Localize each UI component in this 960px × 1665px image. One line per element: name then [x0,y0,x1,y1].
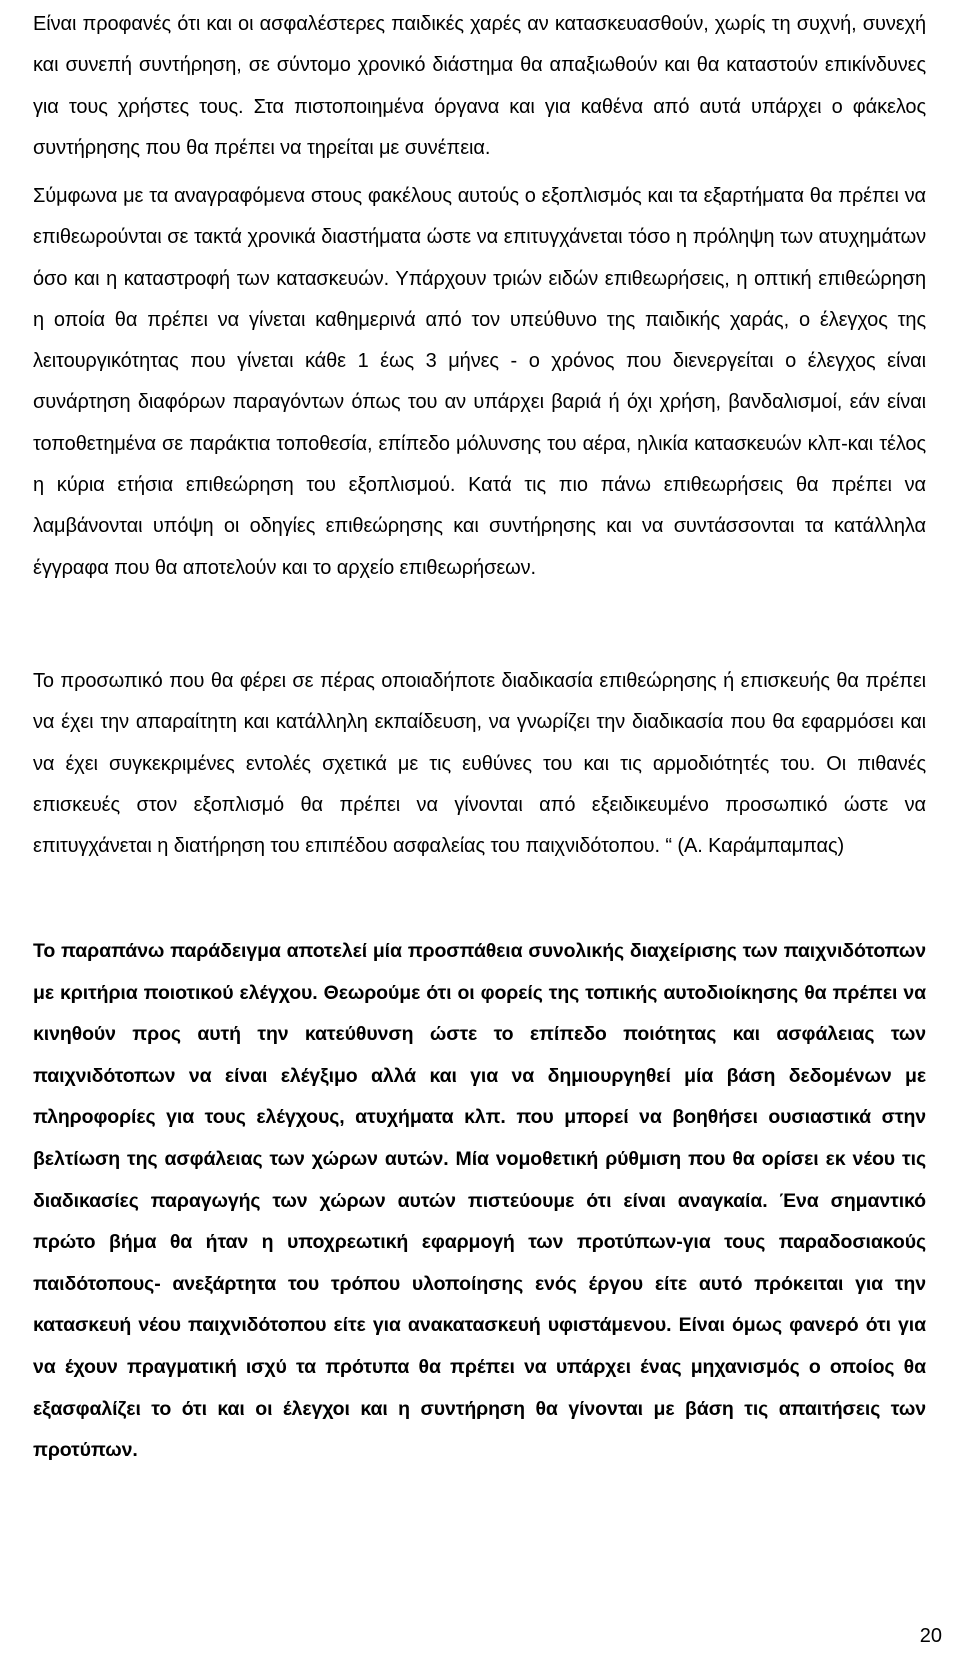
body-paragraph-conclusion-bold: Το παραπάνω παράδειγμα αποτελεί μία προσπάθεια συνολικής διαχείρισης των παιχνιδότοπων με κριτήρια ποιοτικού ελέγχου. Θεωρούμε ότι οι φορείς της τοπικής αυτοδιοίκησης θα πρέπει να κινηθούν προς αυτή την κατεύθυνση ώστε το επίπεδο ποιότητας και ασφάλειας των παιχνιδότοπων να είναι ελέγξιμο αλλά και για να δημιουργηθεί μία βάση δεδομένων με πληροφορίες για τους ελέγχους, ατυχήματα κλπ. που μπορεί να βοηθήσει ουσιαστικά στην βελτίωση της ασφάλειας των χώρων αυτών. Μία νομοθετική ρύθμιση που θα ορίσει εκ νέου τις διαδικασίες παραγωγής των χώρων αυτών πιστεύουμε ότι είναι αναγκαία. Ένα σημαντικό πρώτο βήμα θα ήταν η υποχρεωτική εφαρμογή των προτύπων-για τους παραδοσιακούς παιδότοπους- ανεξάρτητα του τρόπου υλοποίησης ενός έργου είτε αυτό πρόκειται για την κατασκευή νέου παιχνιδότοπου είτε για ανακατασκευή υφιστάμενου. Είναι όμως φανερό ότι για να έχουν πραγματική ισχύ τα πρότυπα θα πρέπει να υπάρχει ένας μηχανισμός ο οποίος θα εξασφαλίζει το ότι και οι έλεγχοι και η συντήρηση θα γίνονται με βάση τις απαιτήσεις των προτύπων. [33,940,926,1462]
body-paragraph-inspections: Σύμφωνα με τα αναγραφόμενα στους φακέλους αυτούς ο εξοπλισμός και τα εξαρτήματα θα πρέπει να επιθεωρούνται σε τακτά χρονικά διαστήματα ώστε να επιτυγχάνεται τόσο η πρόληψη των ατυχημάτων όσο και η καταστροφή των κατασκευών. Υπάρχουν τριών ειδών επιθεωρήσεις, η οπτική επιθεώρηση η οποία θα πρέπει να γίνεται καθημερινά από τον υπεύθυνο της παιδικής χαράς, ο έλεγχος της λειτουργικότητας που γίνεται κάθε 1 έως 3 μήνες - ο χρόνος που διενεργείται ο έλεγχος είναι συνάρτηση διαφόρων παραγόντων όπως του αν υπάρχει βαριά ή όχι χρήση, βανδαλισμοί, εάν είναι τοποθετημένα σε παράκτια τοποθεσία, επίπεδο μόλυνσης του αέρα, ηλικία κατασκευών κλπ-και τέλος η κύρια ετήσια επιθεώρηση του εξοπλισμού. Κατά τις πιο πάνω επιθεωρήσεις θα πρέπει να λαμβάνονται υπόψη οι οδηγίες επιθεώρησης και συντήρησης και να συντάσσονται τα κατάλληλα έγγραφα που θα αποτελούν και το αρχείο επιθεωρήσεων. [33,185,926,579]
body-paragraph-personnel: Το προσωπικό που θα φέρει σε πέρας οποιαδήποτε διαδικασία επιθεώρησης ή επισκευής θα πρέπει να έχει την απαραίτητη και κατάλληλη εκπαίδευση, να γνωρίζει την διαδικασία που θα εφαρμόσει και να έχει συγκεκριμένες εντολές σχετικά με τις ευθύνες του και τις αρμοδιότητές του. Οι πιθανές επισκευές στον εξοπλισμό θα πρέπει να γίνονται από εξειδικευμένο προσωπικό ώστε να επιτυγχάνεται η διατήρηση του επιπέδου ασφαλείας του παιχνιδότοπου. “ (Α. Καράμπαμπας) [33,670,926,858]
page-number: 20 [919,1625,942,1647]
body-paragraph-maintenance-intro: Είναι προφανές ότι και οι ασφαλέστερες παιδικές χαρές αν κατασκευασθούν, χωρίς τη συχνή, συνεχή και συνεπή συντήρηση, σε σύντομο χρονικό διάστημα θα απαξιωθούν και θα καταστούν επικίνδυνες για τους χρήστες τους. Στα πιστοποιημένα όργανα και για καθένα από αυτά υπάρχει ο φάκελος συντήρησης που θα πρέπει να τηρείται με συνέπεια. [33,13,926,159]
